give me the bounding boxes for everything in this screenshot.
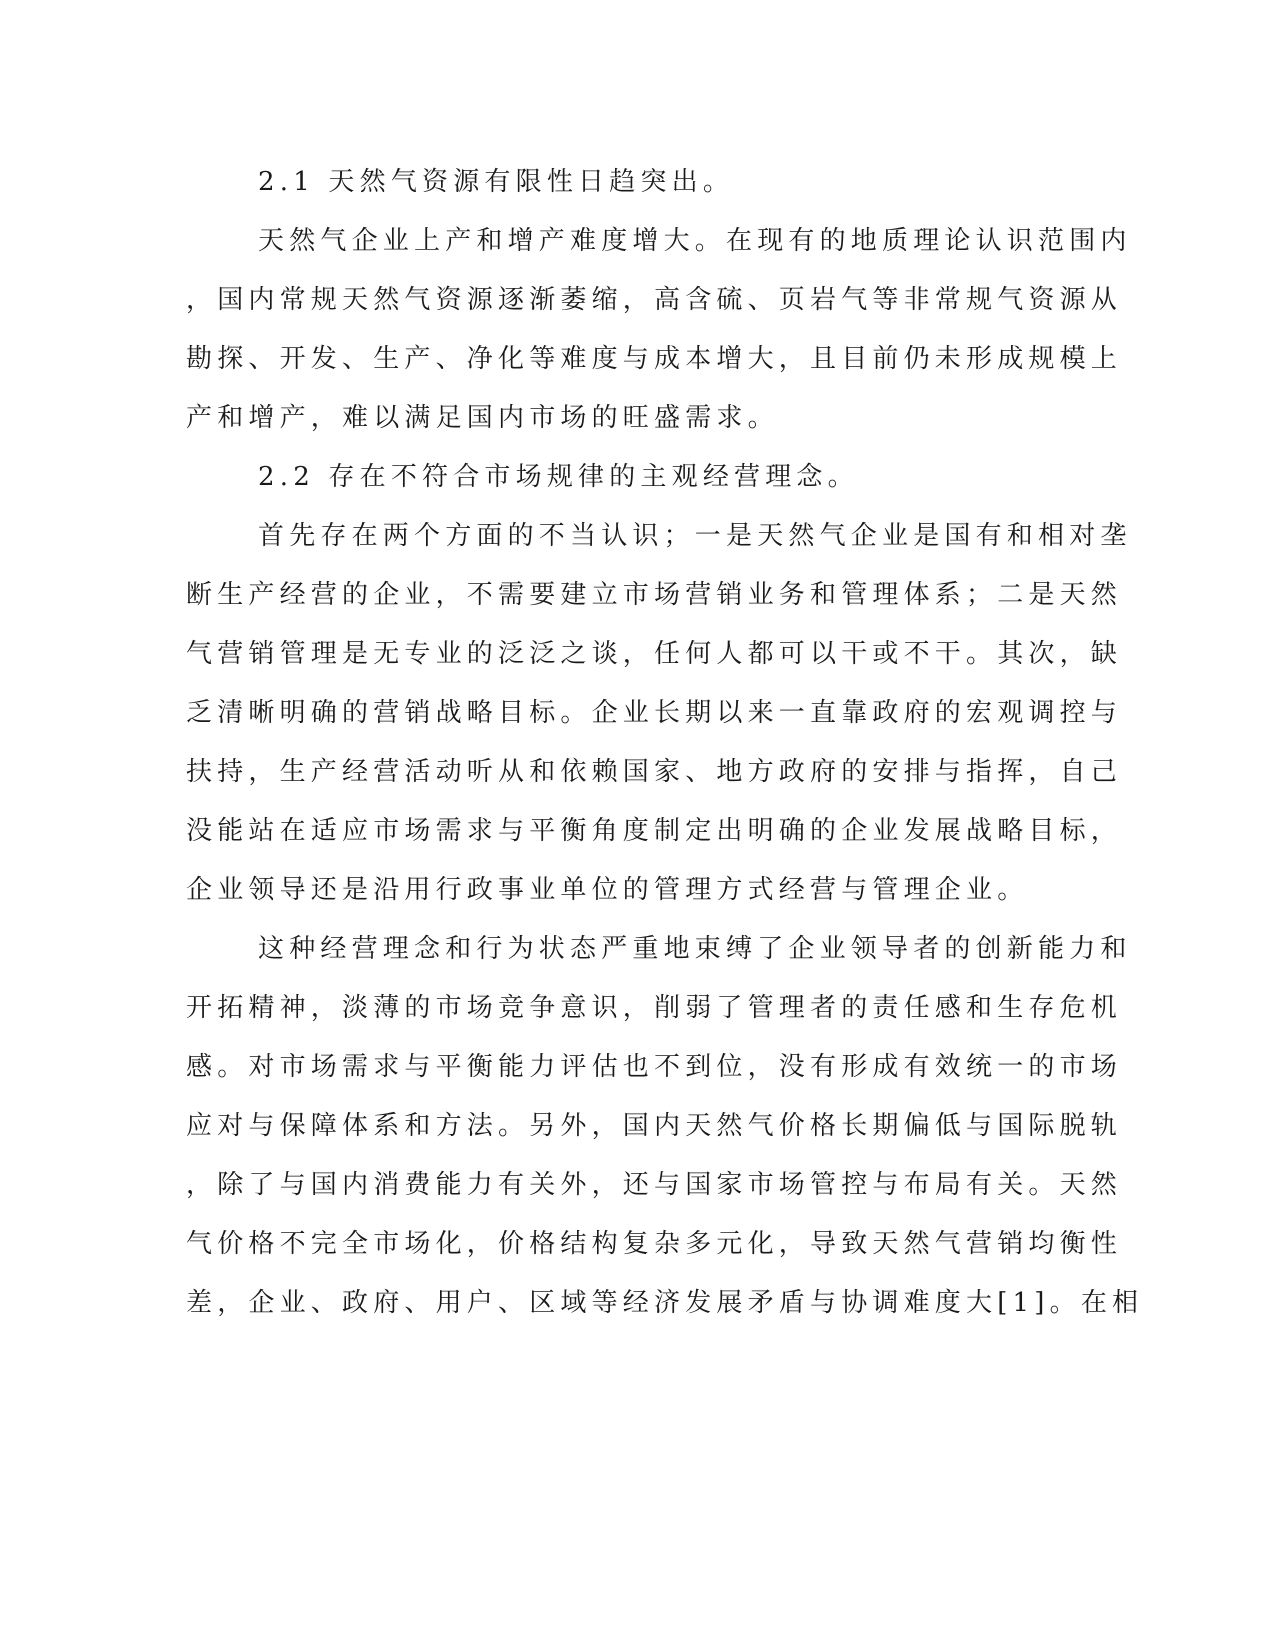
paragraph-line: ，国内常规天然气资源逐渐萎缩，高含硫、页岩气等非常规气资源从 — [186, 285, 1123, 315]
section-heading-2-2: 2.2 存在不符合市场规律的主观经营理念。 — [258, 462, 859, 492]
paragraph-line: 企业领导还是沿用行政事业单位的管理方式经营与管理企业。 — [186, 875, 1029, 905]
paragraph-line: 开拓精神，淡薄的市场竞争意识，削弱了管理者的责任感和生存危机 — [186, 993, 1123, 1023]
paragraph-line: 乏清晰明确的营销战略目标。企业长期以来一直靠政府的宏观调控与 — [186, 698, 1123, 728]
paragraph-line: 差，企业、政府、用户、区域等经济发展矛盾与协调难度大[1]。在相 — [186, 1288, 1144, 1318]
paragraph-line: 这种经营理念和行为状态严重地束缚了企业领导者的创新能力和 — [258, 934, 1132, 964]
paragraph-line: 断生产经营的企业，不需要建立市场营销业务和管理体系；二是天然 — [186, 580, 1123, 610]
section-heading-2-1: 2.1 天然气资源有限性日趋突出。 — [258, 167, 735, 197]
paragraph-line: 感。对市场需求与平衡能力评估也不到位，没有形成有效统一的市场 — [186, 1052, 1123, 1082]
paragraph-line: 扶持，生产经营活动听从和依赖国家、地方政府的安排与指挥，自己 — [186, 757, 1123, 787]
paragraph-line: 产和增产，难以满足国内市场的旺盛需求。 — [186, 403, 779, 433]
paragraph-line: 气价格不完全市场化，价格结构复杂多元化，导致天然气营销均衡性 — [186, 1229, 1123, 1259]
paragraph-line: ，除了与国内消费能力有关外，还与国家市场管控与布局有关。天然 — [186, 1170, 1123, 1200]
paragraph-line: 气营销管理是无专业的泛泛之谈，任何人都可以干或不干。其次，缺 — [186, 639, 1123, 669]
paragraph-line: 天然气企业上产和增产难度增大。在现有的地质理论认识范围内 — [258, 226, 1132, 256]
paragraph-line: 勘探、开发、生产、净化等难度与成本增大，且目前仍未形成规模上 — [186, 344, 1123, 374]
paragraph-line: 应对与保障体系和方法。另外，国内天然气价格长期偏低与国际脱轨 — [186, 1111, 1123, 1141]
paragraph-line: 没能站在适应市场需求与平衡角度制定出明确的企业发展战略目标， — [186, 816, 1123, 846]
paragraph-line: 首先存在两个方面的不当认识；一是天然气企业是国有和相对垄 — [258, 521, 1132, 551]
